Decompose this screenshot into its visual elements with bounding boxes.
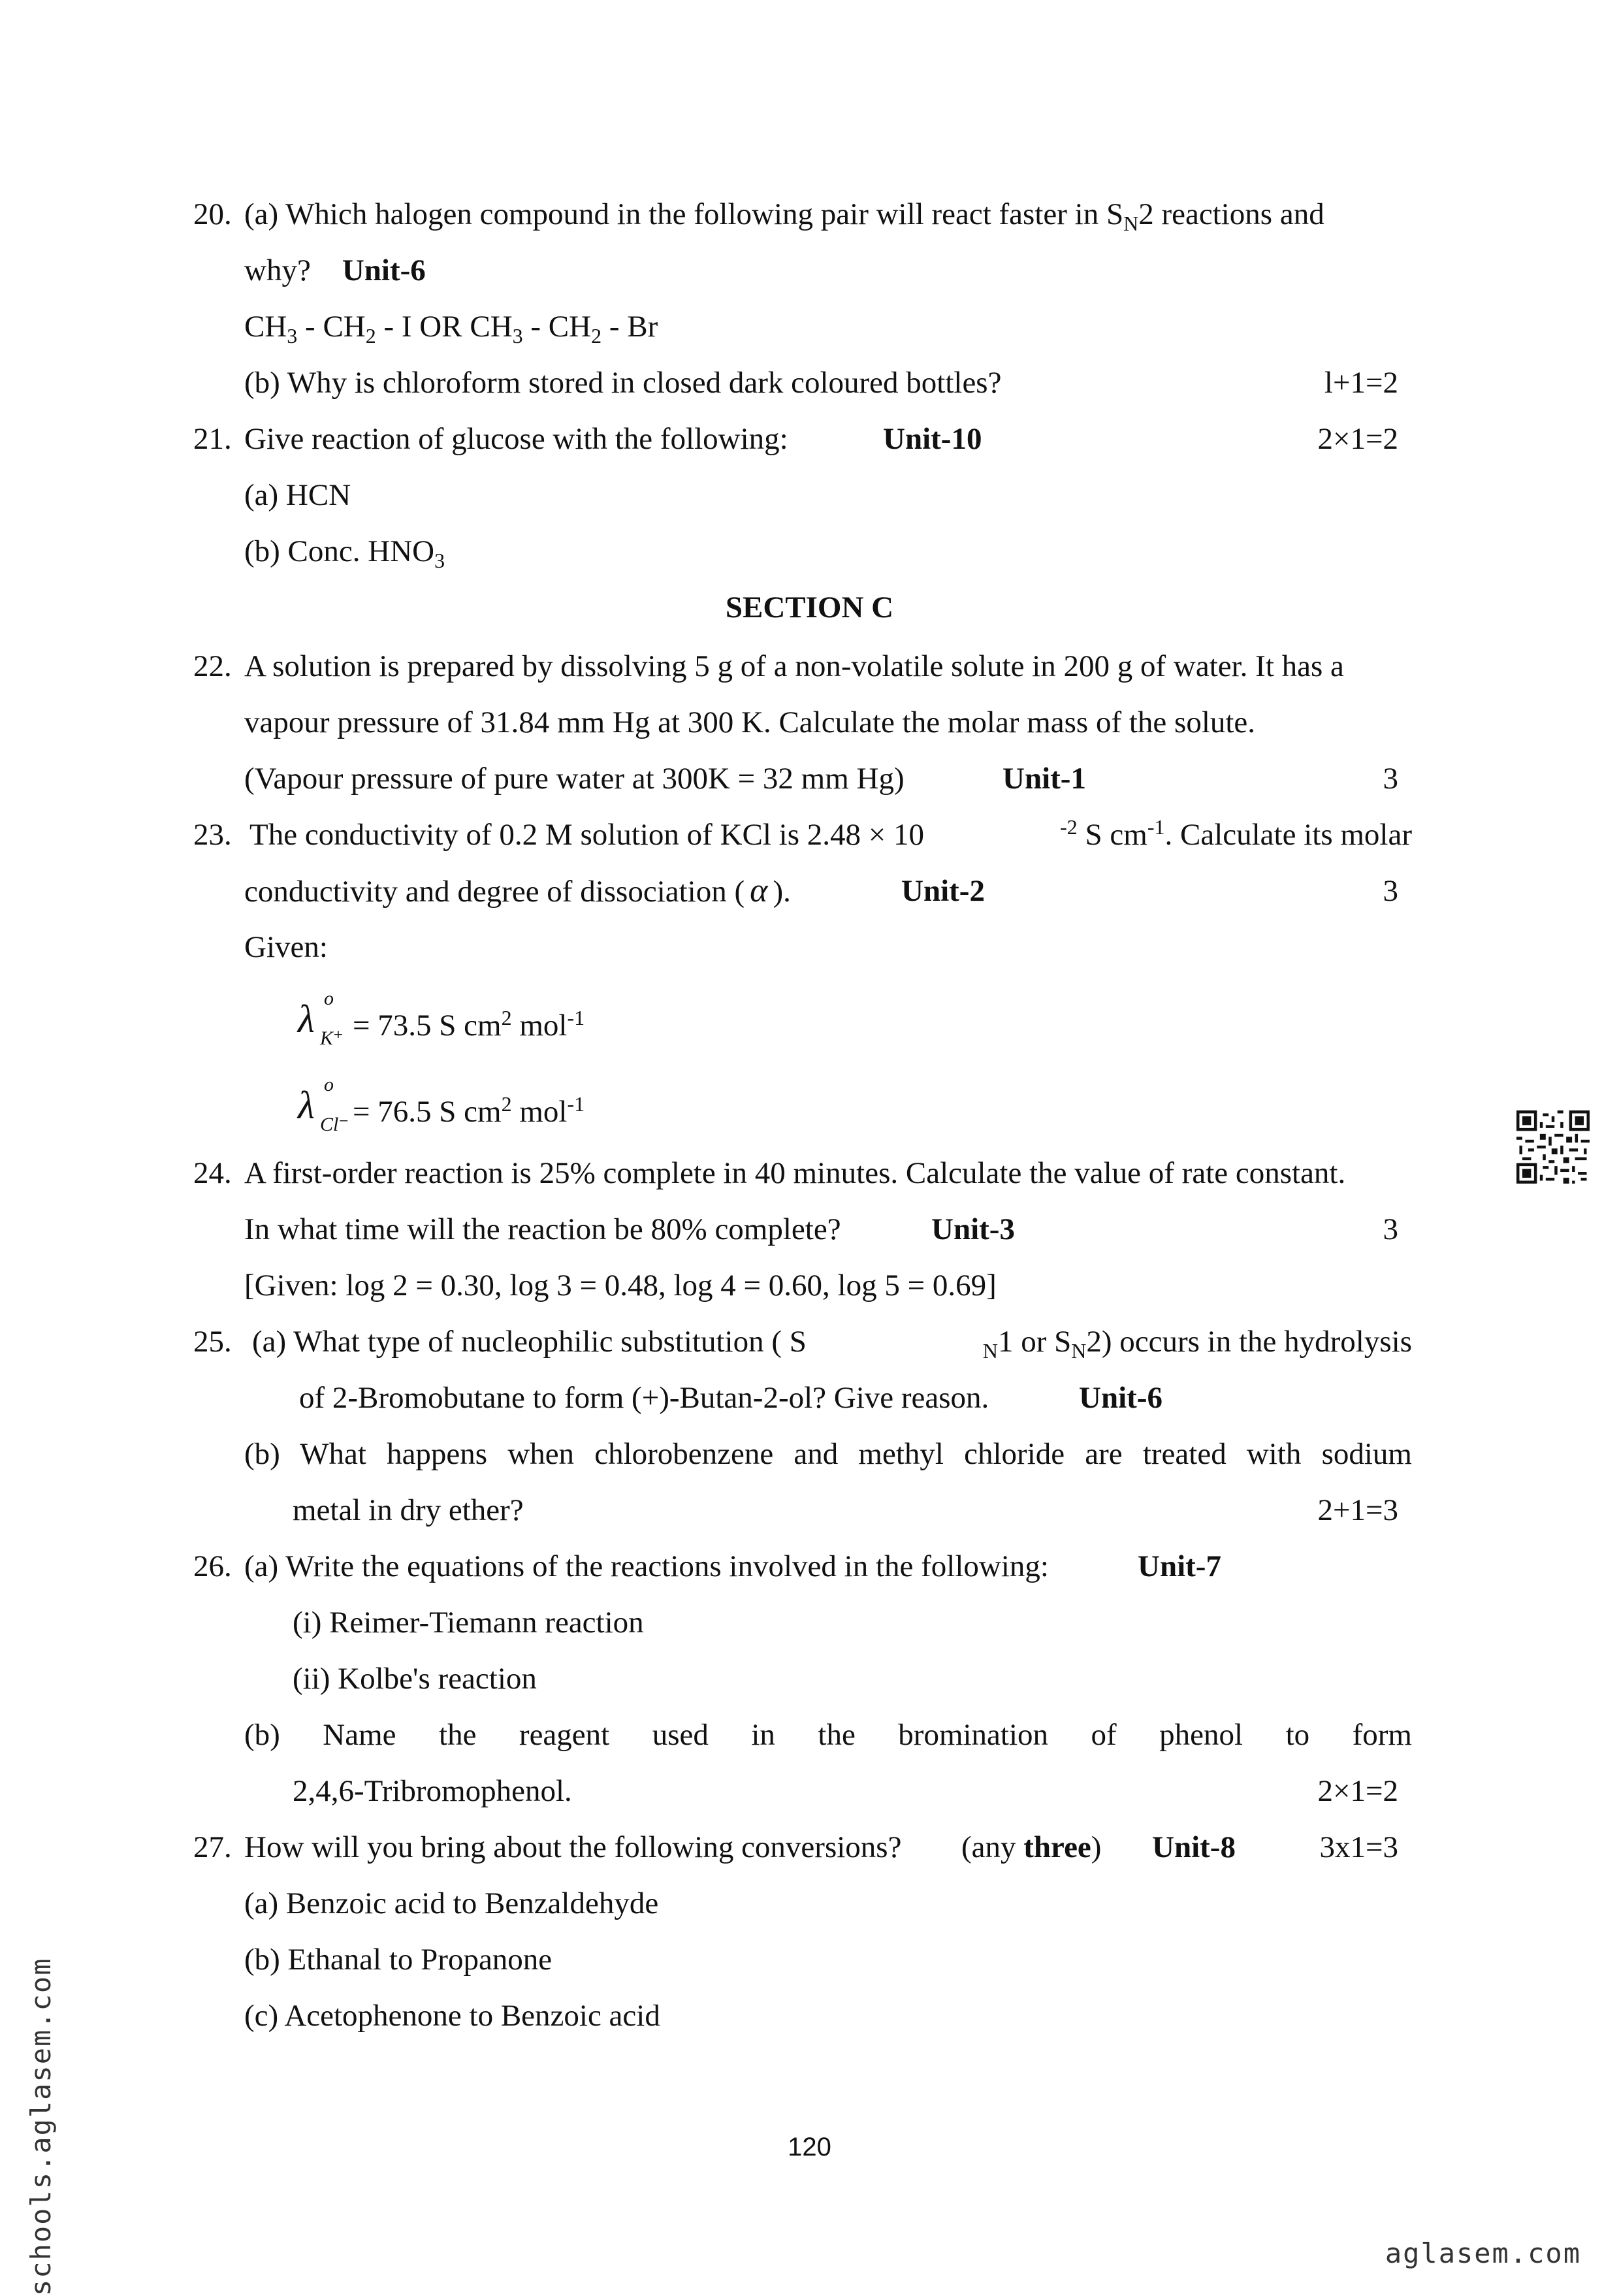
q26-a-i: (i) Reimer-Tiemann reaction bbox=[293, 1606, 644, 1640]
q25-number: 25. bbox=[193, 1325, 232, 1359]
q20-b: (b) Why is chloroform stored in closed dark coloured bottles? bbox=[244, 366, 1002, 400]
side-watermark: schools.aglasem.com bbox=[25, 1957, 57, 2296]
q25-b-line2: metal in dry ether? bbox=[293, 1493, 524, 1527]
q22-line1: A solution is prepared by dissolving 5 g of a non-volatile solute in 200 g of water. It has a bbox=[244, 649, 1344, 683]
lambda-k-value: = 73.5 S $cm^2$ mol$^{-1}$ bbox=[353, 1006, 585, 1043]
q26-marks: 2×1=2 bbox=[1317, 1774, 1398, 1808]
q25-unit: Unit-6 bbox=[1079, 1381, 1162, 1415]
q26-unit: Unit-7 bbox=[1138, 1549, 1221, 1583]
q22-line3: (Vapour pressure of pure water at 300K = 32 mm Hg) bbox=[244, 762, 905, 796]
section-heading: SECTION C bbox=[725, 590, 894, 624]
q21-a: (a) HCN bbox=[244, 478, 351, 512]
lambda-symbol: λ bbox=[298, 1084, 315, 1127]
q21-b: (b) Conc. $HNO_3$ bbox=[244, 534, 445, 572]
q27-a: (a) Benzoic acid to Benzaldehyde bbox=[244, 1886, 659, 1920]
q25-marks: 2+1=3 bbox=[1317, 1493, 1398, 1527]
q20-number: 20. bbox=[193, 197, 232, 231]
alpha-symbol: α bbox=[750, 872, 768, 909]
q21-marks: 2×1=2 bbox=[1317, 422, 1398, 456]
q22-number: 22. bbox=[193, 649, 232, 683]
q26-a: (a) Write the equations of the reactions involved in the following: bbox=[244, 1549, 1049, 1583]
page-number: 120 bbox=[788, 2133, 831, 2161]
q27-b: (b) Ethanal to Propanone bbox=[244, 1943, 553, 1977]
lambda-cl-value: = 76.5 S $cm^2$ mol$^{-1}$ bbox=[353, 1092, 585, 1129]
q24-given: [Given: log 2 = 0.30, log 3 = 0.48, log 4 = 0.60, log 5 = 0.69] bbox=[244, 1269, 997, 1302]
q24-number: 24. bbox=[193, 1156, 232, 1190]
q25-a-line1: (a) What type of nucleophilic substitution ( S $_N$1 or $S_N2$) occurs in the hydrolysis bbox=[252, 1325, 1412, 1363]
q25-a-line2: of 2-Bromobutane to form (+)-Butan-2-ol? Give reason. bbox=[299, 1381, 989, 1415]
q20-a-line1 bbox=[244, 195, 1407, 236]
q27-unit: Unit-8 bbox=[1152, 1830, 1236, 1864]
lambda-k-ion: K⁺ bbox=[320, 1027, 344, 1049]
q24-marks: 3 bbox=[1383, 1212, 1398, 1246]
q21-number: 21. bbox=[193, 422, 232, 456]
q27-c: (c) Acetophenone to Benzoic acid bbox=[244, 1999, 660, 2033]
q20-marks: l+1=2 bbox=[1324, 366, 1398, 400]
q26-b-line1: (b) Name the reagent used in the bromination of phenol to form bbox=[244, 1718, 1412, 1752]
q22-unit: Unit-1 bbox=[1002, 762, 1086, 796]
footer-watermark: aglasem.com bbox=[1385, 2237, 1581, 2269]
q25-b-line1: (b) What happens when chlorobenzene and methyl chloride are treated with sodium bbox=[244, 1437, 1412, 1471]
q24-unit: Unit-3 bbox=[931, 1212, 1015, 1246]
q21-text: Give reaction of glucose with the following: bbox=[244, 422, 788, 456]
q24-line2: In what time will the reaction be 80% complete? bbox=[244, 1212, 841, 1246]
q27-number: 27. bbox=[193, 1830, 232, 1864]
lambda-symbol: λ bbox=[298, 997, 315, 1041]
q26-b-line2: 2,4,6-Tribromophenol. bbox=[293, 1774, 572, 1808]
lambda-k-formula bbox=[298, 999, 315, 1052]
q21-unit: Unit-10 bbox=[883, 422, 982, 456]
lambda-cl-superscript: o bbox=[324, 1074, 334, 1095]
lambda-k-superscript: o bbox=[324, 988, 334, 1009]
q27-marks: 3x1=3 bbox=[1319, 1830, 1398, 1864]
q27-any-three: (any three) bbox=[961, 1830, 1102, 1864]
lambda-cl-formula bbox=[298, 1086, 315, 1138]
q23-number: 23. bbox=[193, 818, 232, 852]
q24-line1: A first-order reaction is 25% complete in 40 minutes. Calculate the value of rate constant. bbox=[244, 1156, 1346, 1190]
q23-marks: 3 bbox=[1383, 874, 1398, 908]
q23-given: Given: bbox=[244, 930, 328, 964]
q26-number: 26. bbox=[193, 1549, 232, 1583]
q20-unit: Unit-6 bbox=[342, 253, 426, 287]
qr-code bbox=[1516, 1110, 1590, 1184]
q22-line2: vapour pressure of 31.84 mm Hg at 300 K. Calculate the molar mass of the solute. bbox=[244, 705, 1256, 739]
lambda-cl-ion: Cl⁻ bbox=[320, 1114, 349, 1135]
q20-why: why? Unit-6 bbox=[244, 253, 426, 287]
q27-text: How will you bring about the following conversions? bbox=[244, 1830, 902, 1864]
q26-a-ii: (ii) Kolbe's reaction bbox=[293, 1662, 537, 1696]
q23-line2: conductivity and degree of dissociation ( α ). bbox=[244, 872, 791, 909]
q20-a-line1-text: (a) Which halogen compound in the following pair will react faster in $S_N2$ reactions and bbox=[244, 197, 1324, 235]
q20-pair: $CH_3 - CH_2$ - I OR $CH_3 - CH_2$ - Br bbox=[244, 310, 658, 348]
q22-marks: 3 bbox=[1383, 762, 1398, 796]
q23-unit: Unit-2 bbox=[901, 874, 985, 908]
q23-line1: The conductivity of 0.2 M solution of KCl is 2.48 × 10 $^{-2}$ S $cm^{-1}$. Calculate its molar bbox=[249, 815, 1412, 852]
